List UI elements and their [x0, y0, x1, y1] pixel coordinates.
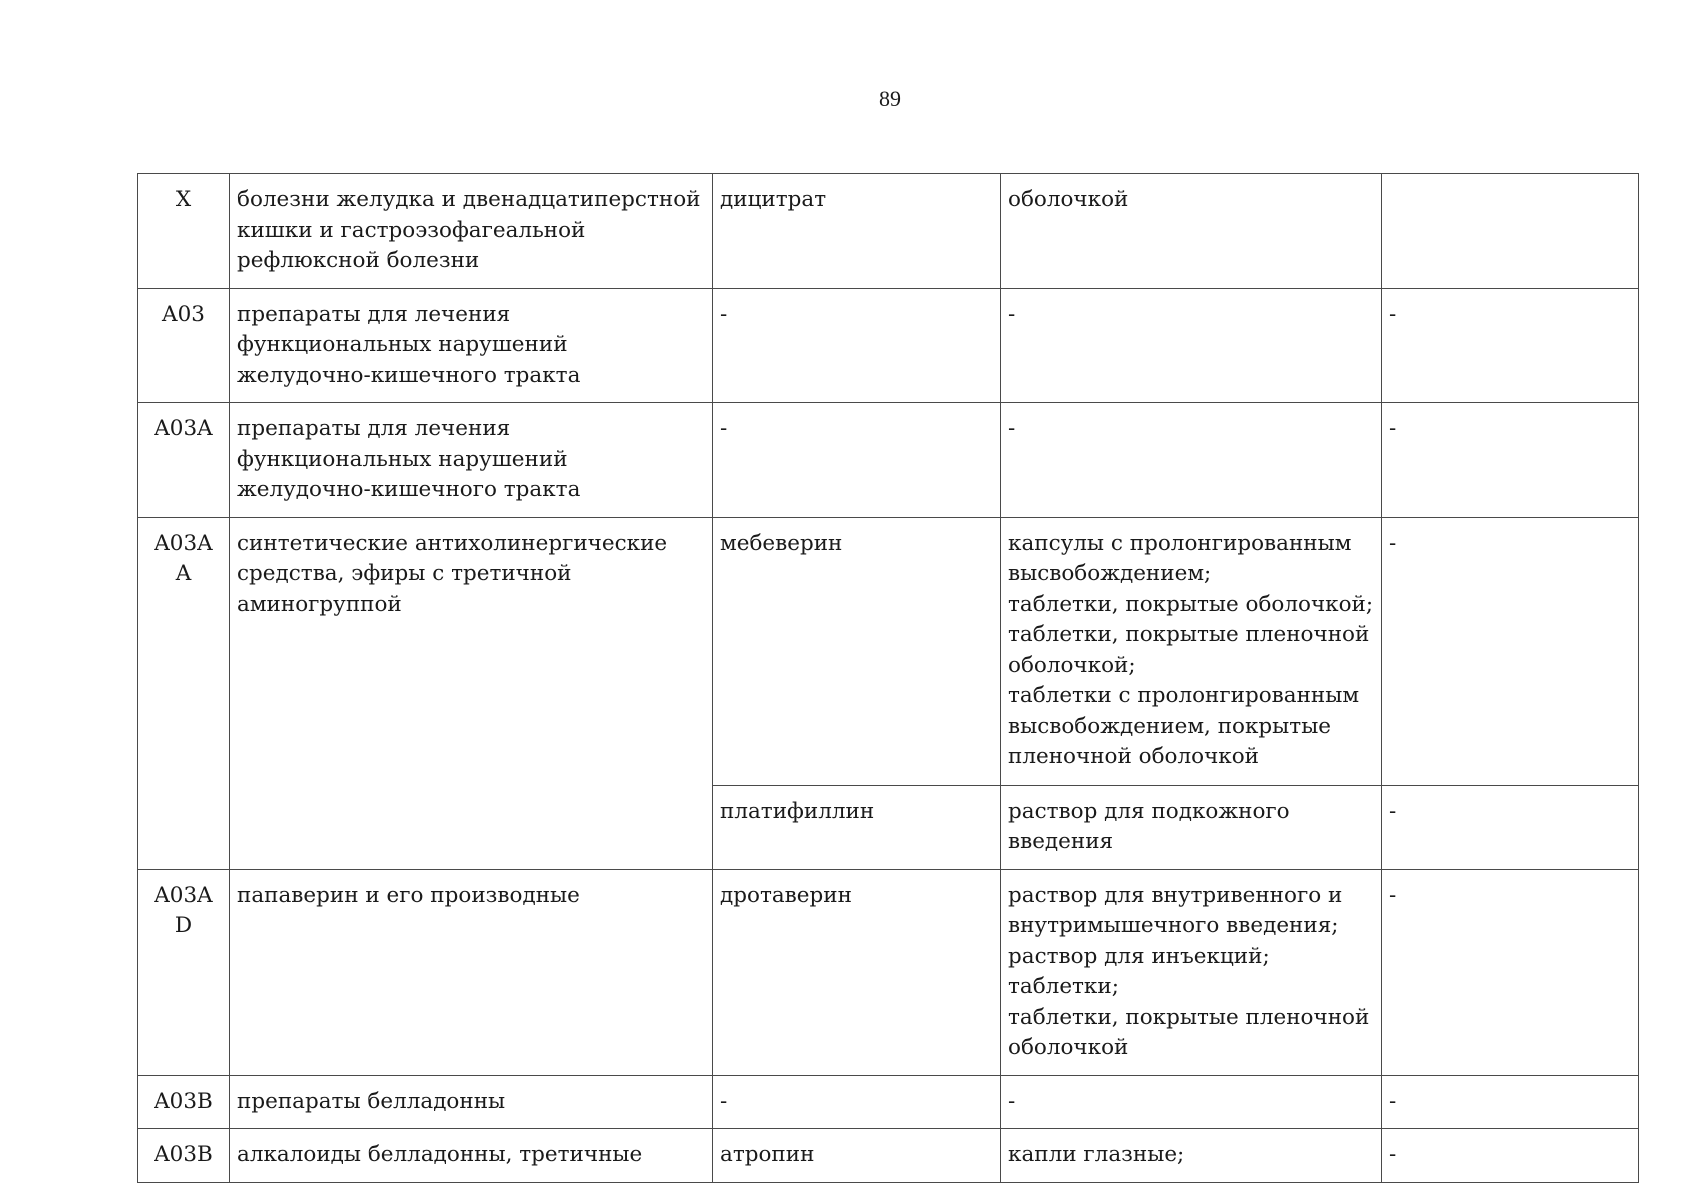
note-cell: -	[1382, 785, 1639, 869]
dosage-form-cell: капсулы с пролонгированным высвобождением; таблетки, покрытые оболочкой; таблетки, покрытые пленочной оболочкой; таблетки с пролонгированным высвобождением, покрытые пленочной оболочкой	[1001, 517, 1382, 785]
atc-code-cell: A03B	[138, 1075, 230, 1129]
dosage-form-cell: капли глазные;	[1001, 1129, 1382, 1183]
atc-code-cell: A03B	[138, 1129, 230, 1183]
table-row	[138, 1075, 1639, 1129]
drug-name-cell: дротаверин	[713, 869, 1001, 1075]
atc-code-cell: X	[138, 174, 230, 289]
drug-name-cell: дицитрат	[713, 174, 1001, 289]
dosage-form-cell: оболочкой	[1001, 174, 1382, 289]
page-number: 89	[879, 86, 901, 111]
drug-name-cell: -	[713, 288, 1001, 403]
table-row	[138, 517, 1639, 785]
group-name-cell: препараты белладонны	[230, 1075, 713, 1129]
note-cell: -	[1382, 1129, 1639, 1183]
group-name-cell: алкалоиды белладонны, третичные	[230, 1129, 713, 1183]
drug-name-cell: платифиллин	[713, 785, 1001, 869]
note-cell: -	[1382, 517, 1639, 785]
drug-name-cell: атропин	[713, 1129, 1001, 1183]
note-cell: -	[1382, 403, 1639, 518]
dosage-form-cell: -	[1001, 1075, 1382, 1129]
note-cell: -	[1382, 1075, 1639, 1129]
table-row	[138, 869, 1639, 1075]
atc-code-cell: A03A	[138, 403, 230, 518]
table-row	[138, 403, 1639, 518]
table-row	[138, 1129, 1639, 1183]
atc-code-cell: A03	[138, 288, 230, 403]
drug-name-cell: -	[713, 403, 1001, 518]
dosage-form-cell: -	[1001, 403, 1382, 518]
table-row	[138, 174, 1639, 289]
atc-code-cell: A03A A	[138, 517, 230, 869]
group-name-cell: препараты для лечения функциональных нарушений желудочно-кишечного тракта	[230, 403, 713, 518]
dosage-form-cell: раствор для подкожного введения	[1001, 785, 1382, 869]
group-name-cell: синтетические антихолинергические средства, эфиры с третичной аминогруппой	[230, 517, 713, 869]
atc-code-cell: A03A D	[138, 869, 230, 1075]
note-cell: -	[1382, 869, 1639, 1075]
drug-classification-table	[137, 173, 1639, 1183]
dosage-form-cell: -	[1001, 288, 1382, 403]
group-name-cell: болезни желудка и двенадцатиперстной кишки и гастроэзофагеальной рефлюксной болезни	[230, 174, 713, 289]
note-cell: -	[1382, 288, 1639, 403]
dosage-form-cell: раствор для внутривенного и внутримышечного введения; раствор для инъекций; таблетки; таблетки, покрытые пленочной оболочкой	[1001, 869, 1382, 1075]
drug-name-cell: -	[713, 1075, 1001, 1129]
table-row	[138, 288, 1639, 403]
group-name-cell: препараты для лечения функциональных нарушений желудочно-кишечного тракта	[230, 288, 713, 403]
group-name-cell: папаверин и его производные	[230, 869, 713, 1075]
note-cell	[1382, 174, 1639, 289]
drug-name-cell: мебеверин	[713, 517, 1001, 785]
